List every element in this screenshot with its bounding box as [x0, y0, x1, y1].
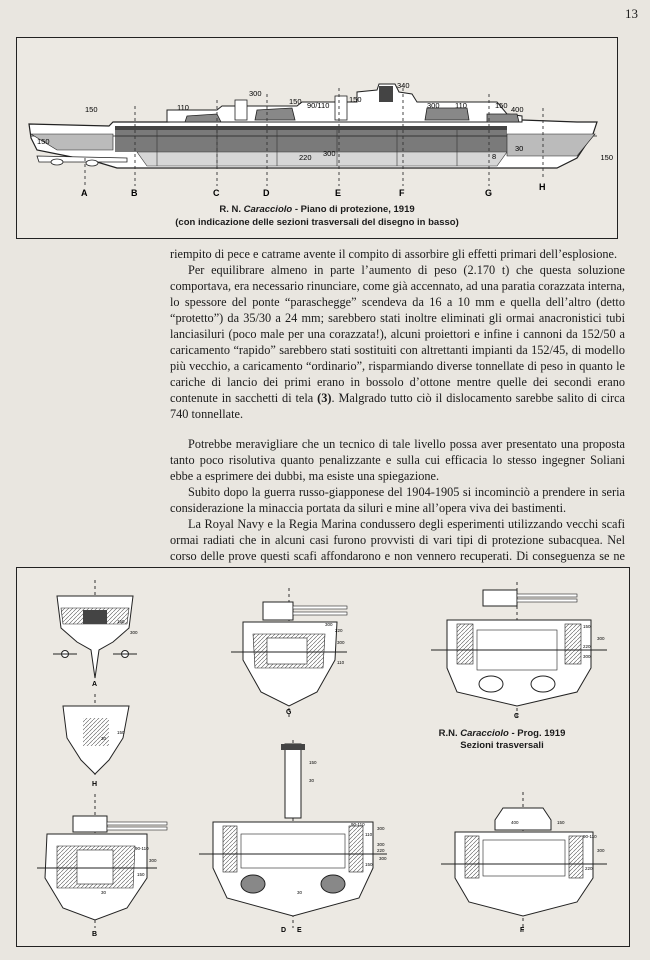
- thickness-label: 300: [325, 622, 333, 627]
- section-letter-h: H: [539, 182, 546, 192]
- thickness-label: 150: [117, 730, 125, 735]
- section-label-g: G: [286, 709, 292, 716]
- thickness-label: 300: [377, 826, 385, 831]
- footnote-ref: (3): [317, 391, 332, 405]
- caption-title: - Prog. 1919: [511, 728, 566, 739]
- thickness-label: 300: [130, 630, 138, 635]
- section-letter-b: B: [131, 188, 138, 198]
- thickness-label: 220: [585, 866, 593, 871]
- cross-sections-figure: [16, 567, 630, 947]
- thickness-label: 340: [397, 81, 410, 90]
- section-d-e: [199, 740, 387, 934]
- thickness-label: 150: [365, 862, 373, 867]
- thickness-label: 90/110: [307, 101, 330, 110]
- caption-subtitle: Sezioni trasversali: [460, 740, 544, 751]
- section-letter-c: C: [213, 188, 220, 198]
- section-letter-d: D: [263, 188, 270, 198]
- section-b: [37, 794, 167, 938]
- section-label-d: D: [281, 927, 287, 934]
- section-label-f: F: [520, 927, 525, 934]
- thickness-label: 110: [337, 660, 345, 665]
- thickness-label: 400: [511, 105, 524, 114]
- thickness-label: 220: [377, 848, 385, 853]
- thickness-label: 150: [137, 872, 145, 877]
- thickness-label: 30: [101, 890, 107, 895]
- caption-subtitle: (con indicazione delle sezioni trasversali del disegno in basso): [175, 216, 459, 228]
- thickness-label: 220: [583, 644, 591, 649]
- thickness-label: 150: [495, 101, 508, 110]
- section-label-a: A: [92, 681, 98, 688]
- section-letter-a: A: [81, 188, 88, 198]
- thickness-label: 150: [289, 97, 302, 106]
- thickness-label: 300: [337, 640, 345, 645]
- thickness-label: 90-110: [135, 846, 149, 851]
- thickness-label: 8: [492, 152, 497, 161]
- thickness-label: 300: [583, 654, 591, 659]
- section-h: [63, 694, 129, 788]
- thickness-label: 30: [101, 736, 107, 741]
- paragraph: Potrebbe meravigliare che un tecnico di tale livello possa aver presentato una proposta tanto poco risolutiva quanto penalizzante e sulla cui efficacia lo stesso ingegner Soliani ebbe a esprimere dei dubbi, ma esiste una spiegazione.: [170, 437, 625, 483]
- section-letter-f: F: [399, 188, 405, 198]
- thickness-label: 30: [297, 890, 303, 895]
- section-label-e: E: [297, 927, 302, 934]
- thickness-label: 110: [455, 101, 467, 110]
- section-a: [53, 580, 138, 688]
- section-letter-g: G: [485, 188, 493, 198]
- thickness-label: 150: [349, 95, 362, 104]
- section-label-h: H: [92, 781, 98, 788]
- thickness-label: 30: [309, 778, 315, 783]
- thickness-label: 150: [600, 153, 613, 162]
- thickness-label: 300: [597, 636, 605, 641]
- thickness-label: 220: [299, 153, 312, 162]
- thickness-label: 400: [511, 820, 519, 825]
- thickness-label: 300: [249, 89, 262, 98]
- caption-prefix: R.N.: [438, 728, 458, 739]
- thickness-label: 150: [309, 760, 317, 765]
- caption-ship-name: Caracciolo: [460, 728, 509, 739]
- thickness-label: 150: [557, 820, 565, 825]
- section-g: [231, 588, 347, 718]
- paragraph: riempito di pece e catrame avente il compito di assorbire gli effetti primari dell’esplosione.: [170, 247, 618, 261]
- caption-prefix: R. N.: [219, 204, 241, 215]
- figure-bottom-caption: [427, 728, 577, 752]
- section-f: [441, 792, 607, 934]
- thickness-label: 150: [37, 137, 50, 146]
- caption-ship-name: Caracciolo: [243, 204, 293, 215]
- thickness-label: 220: [335, 628, 343, 633]
- thickness-label: 300: [597, 848, 605, 853]
- section-label-b: B: [92, 931, 98, 938]
- article-body: [170, 246, 625, 596]
- thickness-label: 300: [149, 858, 157, 863]
- thickness-label: 90-110: [583, 834, 597, 839]
- paragraph: Subito dopo la guerra russo-giapponese del 1904-1905 si incominciò a prendere in seria considerazione la minaccia portata da siluri e mine all’opera viva dei bastimenti.: [170, 485, 625, 515]
- thickness-label: 300: [323, 149, 336, 158]
- thickness-label: 110: [177, 103, 189, 112]
- thickness-label: 150: [85, 105, 98, 114]
- paragraph: La Royal Navy e la Regia Marina condussero degli esperimenti utilizzando vecchi scafi ormai radiati che in alcuni casi furono provvisti di vari tipi di protezione subacquea. Nel corso delle prove questi scafi affondarono e non vennero recuperati. Di conseguenza se ne: [170, 517, 625, 563]
- thickness-label: 300: [377, 842, 385, 847]
- cross-sections-drawing: [17, 568, 629, 946]
- page-number: 13: [625, 6, 638, 21]
- thickness-label: 110: [365, 832, 373, 837]
- paragraph-text: Per equilibrare almeno in parte l’aumento di peso (2.170 t) che questa soluzione comportava, era necessario rinunciare, come già accennato, ad una paratia corazzata interna, lo spessore del ponte “paraschegge” scendeva da 16 a 10 mm e quella dell’altro (detto “protetto”) da 35/30 a 24 mm; sarebbero stati inoltre eliminati gli ormai anacronistici tubi lanciasiluri (poco male per una corazzata!), alcuni proiettori e infine i cannoni da 152/50 a caricamento “rapido” sarebbero stati sostituiti con altrettanti impianti da 152/45, di modello più vecchio, a caricamento “ordinario”, risparmiando diverse tonnellate di peso in quanto le cariche di lancio dei primi erano in bossolo d’ottone mentre quelle dei secondi erano contenute in sacchetti di tela: [170, 263, 625, 405]
- paragraph-text: . Malgrado tutto ciò il dislocamento sarebbe salito di circa 740 tonnellate.: [170, 391, 625, 421]
- thickness-label: 150: [583, 624, 591, 629]
- caption-title: - Piano di protezione, 1919: [294, 204, 415, 215]
- thickness-label: 300: [427, 101, 440, 110]
- section-label-c: C: [514, 713, 520, 720]
- thickness-label: 90-110: [351, 822, 365, 827]
- paragraph: [170, 262, 625, 422]
- thickness-label: 30: [515, 144, 524, 153]
- section-c: [431, 582, 607, 720]
- figure-top-caption: [17, 204, 617, 229]
- protection-plan-figure: [16, 37, 618, 239]
- section-letter-e: E: [335, 188, 342, 198]
- thickness-label: 300: [379, 856, 387, 861]
- thickness-label: 150: [117, 619, 125, 624]
